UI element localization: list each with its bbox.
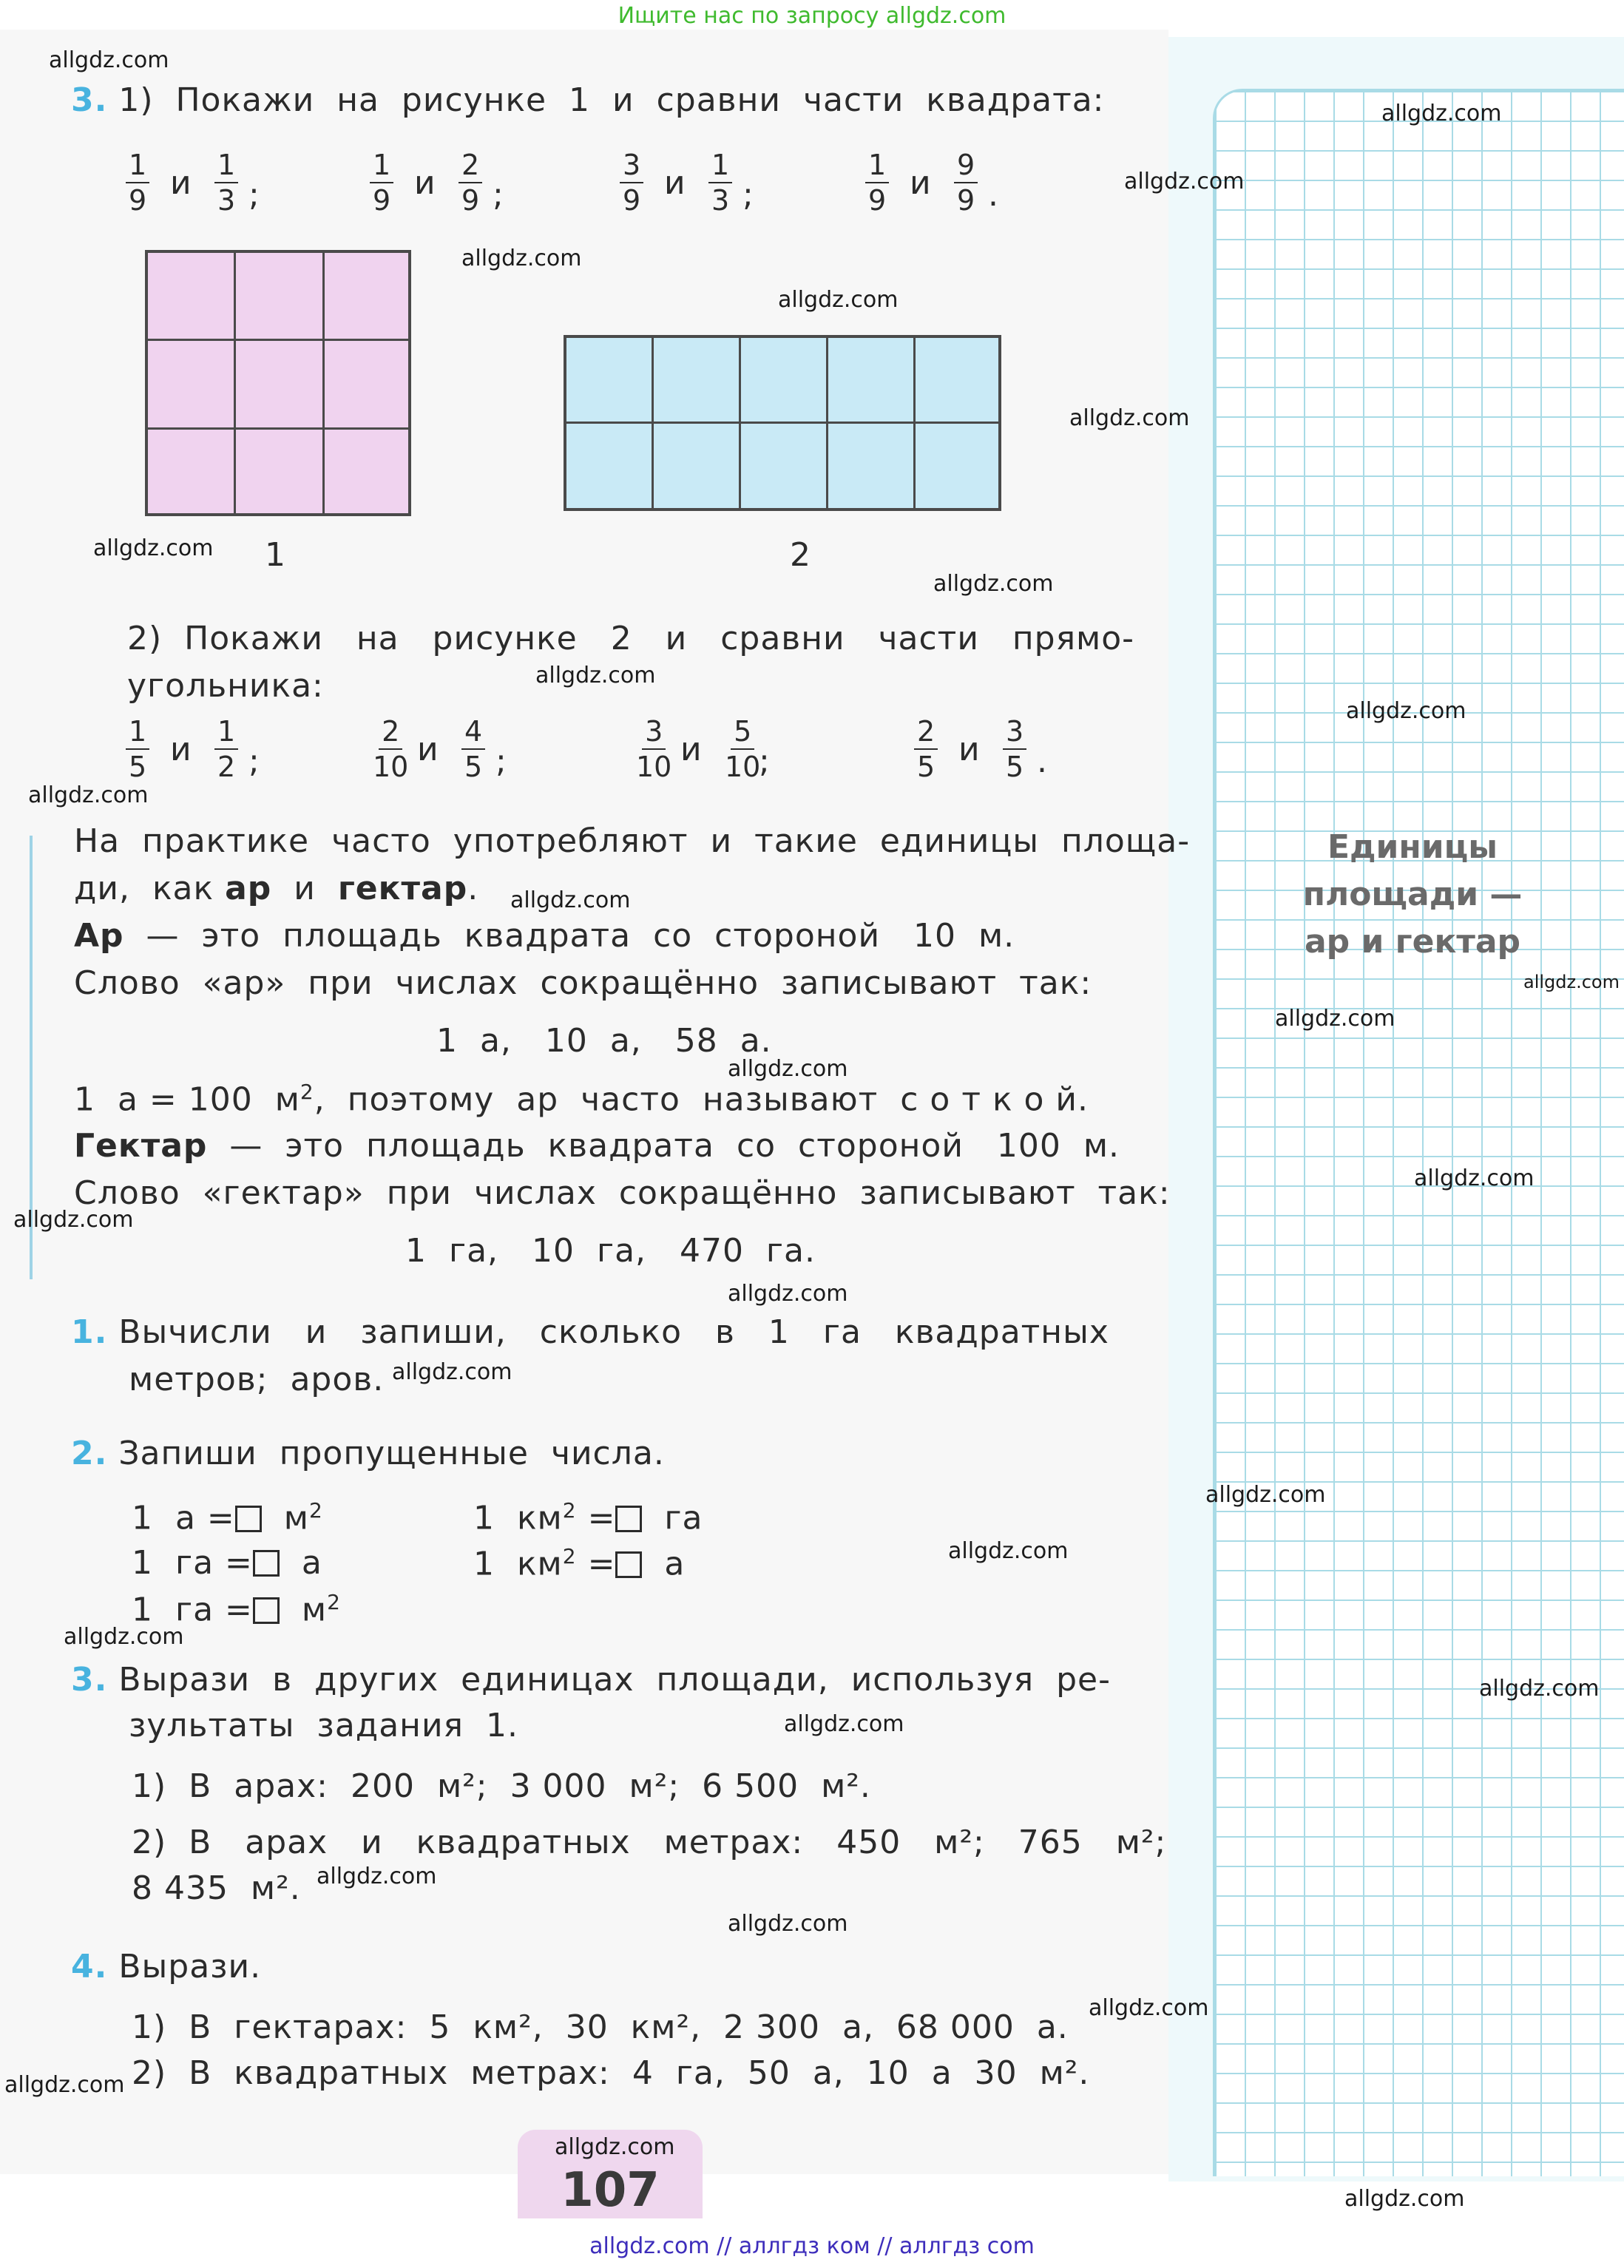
grid-line	[234, 253, 236, 513]
conjunction: и	[958, 731, 981, 768]
watermark[interactable]: allgdz.com	[1205, 1482, 1326, 1508]
fraction	[459, 149, 482, 217]
ex2-row-1-left	[132, 1498, 323, 1537]
ex3-line-1	[71, 1661, 1111, 1699]
ex1-text: Вычисли и запиши, сколько в 1 га квадратных	[118, 1313, 1109, 1351]
eq-text: 1 км	[473, 1545, 563, 1583]
watermark[interactable]: allgdz.com	[1414, 1165, 1535, 1191]
fraction	[126, 149, 149, 217]
watermark[interactable]: allgdz.com	[49, 47, 169, 73]
watermark[interactable]: allgdz.com	[1275, 1006, 1395, 1032]
fraction	[636, 717, 671, 781]
ex3-line-2: зультаты задания 1.	[129, 1707, 518, 1744]
info-line-2	[74, 870, 478, 907]
denominator: 5	[129, 751, 147, 783]
watermark[interactable]: allgdz.com	[13, 1207, 134, 1233]
unit: м	[283, 1499, 309, 1537]
info-line-6	[74, 1080, 1089, 1119]
denominator: 5	[917, 751, 936, 783]
watermark[interactable]: allgdz.com	[93, 535, 214, 561]
watermark[interactable]: allgdz.com	[1344, 2186, 1465, 2212]
ex4-number: 4.	[71, 1948, 108, 1986]
fraction	[373, 717, 408, 781]
figure-2-rectangle	[564, 335, 1001, 511]
ex2-row-2-left	[132, 1544, 322, 1582]
punctuation: ;	[493, 176, 504, 214]
denominator: 9	[868, 184, 887, 217]
punctuation: ;	[248, 742, 260, 780]
watermark[interactable]: allgdz.com	[1089, 1995, 1209, 2021]
numerator: 3	[642, 717, 666, 750]
eq-text: 1 га =	[132, 1591, 253, 1629]
fraction	[214, 717, 238, 781]
eq-text: =	[576, 1499, 616, 1537]
denominator: 5	[464, 751, 483, 783]
fraction	[708, 149, 732, 217]
ex2-row-1-right	[473, 1498, 703, 1537]
fraction	[214, 149, 238, 217]
blank-box[interactable]	[253, 1550, 280, 1577]
numerator: 1	[214, 717, 238, 750]
ex4-title	[71, 1948, 261, 1986]
task3a-number: 3.	[71, 81, 108, 119]
task3a-part2-line2: угольника:	[127, 667, 324, 705]
figure-1-square	[145, 250, 411, 516]
conjunction: и	[680, 731, 703, 768]
ex3-number: 3.	[71, 1661, 108, 1699]
superscript: 2	[300, 1080, 314, 1104]
unit: а	[664, 1545, 686, 1583]
watermark[interactable]: allgdz.com	[4, 2072, 125, 2098]
fraction	[954, 149, 978, 217]
punctuation: ;	[248, 176, 260, 214]
eq-text: =	[576, 1545, 616, 1583]
ex4-text: Вырази.	[118, 1948, 262, 1986]
ex1-line-1	[71, 1313, 1109, 1351]
punctuation: .	[988, 176, 999, 214]
conjunction: и	[417, 731, 439, 768]
watermark[interactable]: allgdz.com	[64, 1624, 184, 1650]
conjunction: и	[664, 164, 686, 202]
denominator: 10	[373, 751, 409, 783]
unit: а	[301, 1544, 322, 1582]
term-ar: ар	[225, 870, 272, 907]
fraction	[1003, 717, 1026, 781]
info-line-1: На практике часто употребляют и такие единицы площа-	[74, 822, 1191, 860]
info-text: ди, как	[74, 870, 226, 907]
denominator: 10	[636, 751, 672, 783]
ex4-line-2: 2) В квадратных метрах: 4 га, 50 а, 10 а 30 м².	[132, 2054, 1090, 2092]
fraction	[126, 717, 149, 781]
term-hectare: Гектар	[74, 1127, 208, 1165]
grid-line	[148, 339, 408, 341]
grid-line	[566, 422, 998, 424]
superscript: 2	[562, 1498, 577, 1523]
ex4-line-1: 1) В гектарах: 5 км², 30 км², 2 300 а, 68 000 а.	[132, 2008, 1069, 2046]
watermark[interactable]: allgdz.com	[1523, 972, 1620, 992]
ex2-number: 2.	[71, 1435, 108, 1472]
eq-text: 1 га =	[132, 1544, 253, 1582]
unit: га	[664, 1499, 703, 1537]
denominator: 3	[711, 184, 730, 217]
watermark[interactable]: allgdz.com	[1381, 101, 1502, 126]
watermark[interactable]: allgdz.com	[948, 1538, 1069, 1564]
punctuation: ;	[759, 742, 771, 780]
watermark[interactable]: allgdz.com	[728, 1056, 848, 1082]
ex3-line-3: 1) В арах: 200 м²; 3 000 м²; 6 500 м².	[132, 1767, 871, 1805]
watermark[interactable]: allgdz.com	[317, 1864, 437, 1889]
denominator: 9	[373, 184, 391, 217]
info-line-9: 1 га, 10 га, 470 га.	[405, 1232, 816, 1270]
ex2-row-2-right	[473, 1544, 685, 1583]
numerator: 2	[914, 717, 938, 750]
fraction	[370, 149, 393, 217]
grid-panel	[1213, 89, 1624, 2176]
bottom-banner[interactable]: allgdz.com // аллгдз ком // аллгдз com	[589, 2233, 1035, 2259]
numerator: 9	[954, 151, 978, 183]
numerator: 1	[865, 151, 889, 183]
numerator: 1	[708, 151, 732, 183]
conjunction: и	[170, 164, 192, 202]
watermark[interactable]: allgdz.com	[392, 1359, 512, 1385]
ex3-line-4: 2) В арах и квадратных метрах: 450 м²; 765 м²;	[132, 1824, 1167, 1861]
eq-text: 1 а =	[132, 1499, 235, 1537]
ex1-line-2: метров; аров.	[129, 1361, 385, 1398]
fraction	[865, 149, 889, 217]
info-line-7	[74, 1127, 1120, 1165]
numerator: 1	[126, 717, 149, 750]
info-line-4: Слово «ар» при числах сокращённо записывают так:	[74, 964, 1092, 1002]
figure-1-label: 1	[265, 536, 286, 574]
blank-box[interactable]	[615, 1506, 642, 1532]
ex2-title	[71, 1435, 665, 1472]
side-title-3: ар и гектар	[1304, 923, 1521, 961]
ex2-row-3-left	[132, 1590, 341, 1629]
fraction	[725, 717, 760, 781]
watermark[interactable]: allgdz.com	[535, 663, 656, 688]
numerator: 3	[620, 151, 643, 183]
figure-2-label: 2	[790, 536, 811, 574]
info-text: .	[467, 870, 479, 907]
info-text: — это площадь квадрата со стороной 10 м.	[124, 917, 1015, 955]
task3a-text: 1) Покажи на рисунке 1 и сравни части квадрата:	[107, 81, 1105, 119]
side-title-1: Единицы	[1327, 828, 1498, 866]
numerator: 2	[459, 151, 482, 183]
denominator: 9	[129, 184, 147, 217]
watermark[interactable]: allgdz.com	[784, 1711, 904, 1737]
term-hectare: гектар	[337, 870, 468, 907]
denominator: 9	[461, 184, 480, 217]
superscript: 2	[327, 1590, 341, 1614]
watermark[interactable]: allgdz.com	[778, 287, 899, 313]
page-number: 107	[561, 2163, 660, 2218]
denominator: 2	[217, 751, 236, 783]
denominator: 9	[957, 184, 975, 217]
blank-box[interactable]	[615, 1551, 642, 1578]
watermark[interactable]: allgdz.com	[461, 246, 582, 271]
watermark[interactable]: allgdz.com	[728, 1911, 848, 1937]
fraction	[461, 717, 485, 781]
numerator: 1	[370, 151, 393, 183]
superscript: 2	[308, 1498, 323, 1523]
watermark[interactable]: allgdz.com	[728, 1281, 848, 1307]
punctuation: ;	[742, 176, 754, 214]
info-line-8: Слово «гектар» при числах сокращённо записывают так:	[74, 1174, 1171, 1212]
unit: м	[301, 1591, 328, 1629]
numerator: 1	[126, 151, 149, 183]
grid-line	[148, 427, 408, 430]
info-text: — это площадь квадрата со стороной 100 м.	[207, 1127, 1120, 1165]
info-text: , поэтому ар часто называют с о т к о й.	[314, 1080, 1089, 1119]
fraction	[620, 149, 643, 217]
watermark[interactable]: allgdz.com	[1124, 169, 1245, 194]
task3a-part2-line1: 2) Покажи на рисунке 2 и сравни части прямо-	[127, 620, 1135, 657]
watermark[interactable]: allgdz.com	[28, 782, 149, 808]
blank-box[interactable]	[253, 1597, 280, 1624]
watermark[interactable]: allgdz.com	[1346, 698, 1466, 724]
denominator: 9	[623, 184, 641, 217]
numerator: 5	[731, 717, 754, 750]
grid-line	[322, 253, 325, 513]
watermark[interactable]: allgdz.com	[1069, 405, 1190, 431]
numerator: 4	[461, 717, 485, 750]
ex3-text: Вырази в других единицах площади, используя ре-	[118, 1661, 1111, 1699]
top-banner[interactable]: Ищите нас по запросу allgdz.com	[618, 3, 1006, 29]
watermark[interactable]: allgdz.com	[1479, 1676, 1600, 1702]
side-title-2: площади —	[1302, 876, 1523, 913]
conjunction: и	[910, 164, 932, 202]
watermark[interactable]: allgdz.com	[933, 571, 1054, 597]
eq-text: 1 км	[473, 1499, 563, 1537]
denominator: 10	[725, 751, 761, 783]
conjunction: и	[414, 164, 436, 202]
denominator: 3	[217, 184, 236, 217]
watermark[interactable]: allgdz.com	[555, 2134, 675, 2160]
watermark[interactable]: allgdz.com	[510, 887, 631, 913]
info-text: 1 а = 100 м	[74, 1080, 300, 1119]
punctuation: .	[1037, 742, 1048, 780]
numerator: 3	[1003, 717, 1026, 750]
info-line-3	[74, 917, 1015, 955]
info-text: и	[271, 870, 338, 907]
numerator: 2	[379, 717, 402, 750]
task3a-line	[71, 81, 1105, 119]
term-ar: Ар	[74, 917, 124, 955]
ex1-number: 1.	[71, 1313, 108, 1351]
blank-box[interactable]	[235, 1506, 262, 1532]
conjunction: и	[170, 731, 192, 768]
ex3-line-5: 8 435 м².	[132, 1869, 301, 1907]
superscript: 2	[562, 1544, 577, 1568]
numerator: 1	[214, 151, 238, 183]
info-line-5: 1 а, 10 а, 58 а.	[436, 1022, 772, 1060]
punctuation: ;	[495, 742, 507, 780]
ex2-text: Запиши пропущенные числа.	[118, 1435, 665, 1472]
fraction	[914, 717, 938, 781]
denominator: 5	[1006, 751, 1024, 783]
